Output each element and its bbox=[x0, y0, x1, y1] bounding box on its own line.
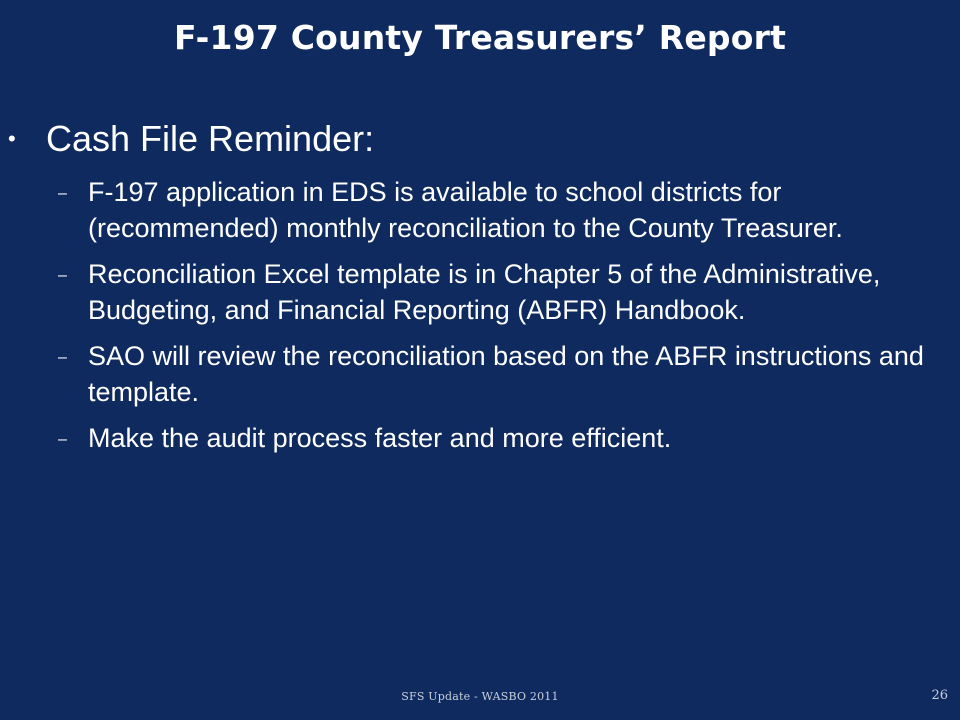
sub-bullet-item bbox=[0, 420, 960, 456]
slide-content bbox=[0, 112, 960, 466]
sub-bullet-item bbox=[0, 256, 960, 328]
dash-marker: – bbox=[58, 267, 67, 284]
slide-footer: SFS Update - WASBO 2011 bbox=[401, 690, 559, 703]
slide-title: F-197 County Treasurers’ Report bbox=[173, 18, 787, 57]
dash-marker: – bbox=[58, 185, 67, 202]
main-bullet-text: Cash File Reminder: bbox=[46, 118, 375, 159]
sub-bullet-item bbox=[0, 338, 960, 410]
dash-marker: – bbox=[58, 349, 67, 366]
bullet-marker: • bbox=[8, 126, 16, 151]
page-number: 26 bbox=[931, 688, 948, 703]
sub-bullet-text: F-197 application in EDS is available to school districts for (recommended) monthly reconciliation to the County Treasurer. bbox=[88, 177, 843, 243]
main-bullet bbox=[0, 112, 960, 166]
sub-bullet-item bbox=[0, 174, 960, 246]
sub-bullet-text: Reconciliation Excel template is in Chapter 5 of the Administrative, Budgeting, and Financial Reporting (ABFR) Handbook. bbox=[88, 259, 881, 325]
sub-bullet-list bbox=[0, 174, 960, 456]
sub-bullet-text: Make the audit process faster and more efficient. bbox=[88, 423, 672, 453]
dash-marker: – bbox=[58, 431, 67, 448]
sub-bullet-text: SAO will review the reconciliation based on the ABFR instructions and template. bbox=[88, 341, 924, 407]
